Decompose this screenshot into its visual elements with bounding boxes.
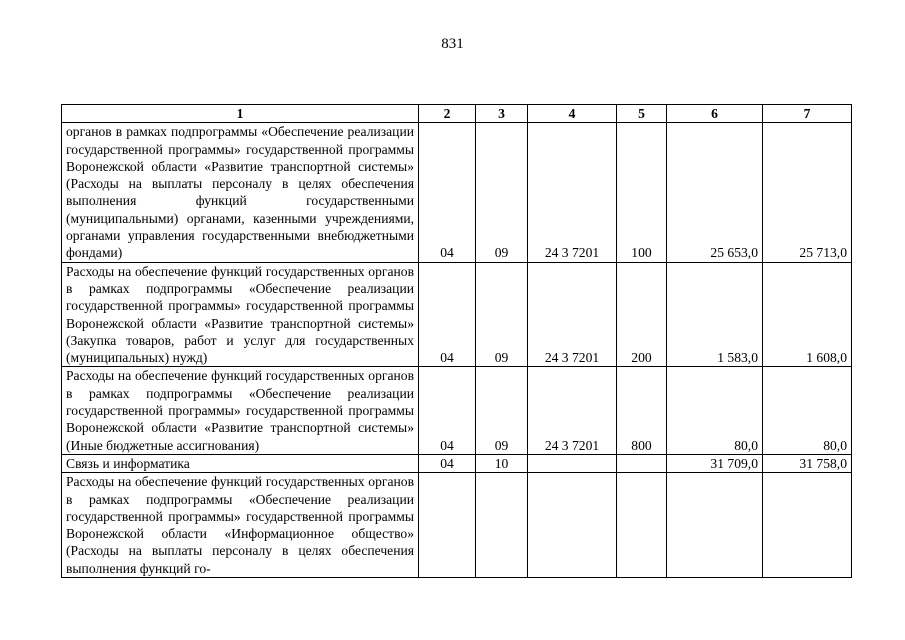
amount-year-1: 1 583,0 xyxy=(667,262,763,367)
target-article-code: 24 3 7201 xyxy=(528,123,617,262)
column-header: 6 xyxy=(667,105,763,123)
table-row xyxy=(62,367,852,454)
expense-type-code xyxy=(617,454,667,472)
amount-year-2: 31 758,0 xyxy=(763,454,852,472)
subsection-code: 09 xyxy=(476,367,528,454)
expense-type-code xyxy=(617,473,667,578)
column-header: 3 xyxy=(476,105,528,123)
table-row xyxy=(62,123,852,262)
target-article-code xyxy=(528,454,617,472)
column-header: 5 xyxy=(617,105,667,123)
table-header-row xyxy=(62,105,852,123)
table-row xyxy=(62,454,852,472)
target-article-code: 24 3 7201 xyxy=(528,367,617,454)
expense-type-code: 200 xyxy=(617,262,667,367)
amount-year-1 xyxy=(667,473,763,578)
row-description: Расходы на обеспечение функций государственных органов в рамках подпрограммы «Обеспечение реализации государственной программы» государственной программы Воронежской области «Развитие транспортной системы» (Иные бюджетные ассигнования) xyxy=(62,367,419,454)
amount-year-2 xyxy=(763,473,852,578)
amount-year-2: 25 713,0 xyxy=(763,123,852,262)
amount-year-2: 1 608,0 xyxy=(763,262,852,367)
amount-year-1: 25 653,0 xyxy=(667,123,763,262)
subsection-code: 09 xyxy=(476,123,528,262)
expense-type-code: 100 xyxy=(617,123,667,262)
budget-table xyxy=(61,104,852,578)
subsection-code: 10 xyxy=(476,454,528,472)
section-code: 04 xyxy=(419,367,476,454)
section-code: 04 xyxy=(419,454,476,472)
row-description: Связь и информатика xyxy=(62,454,419,472)
row-description: органов в рамках подпрограммы «Обеспечение реализации государственной программы» государственной программы Воронежской области «Развитие транспортной системы» (Расходы на выплаты персоналу в целях обеспечения выполнения функций государственными (муниципальными) органами, казенными учреждениями, органами управления государственными внебюджетными фондами) xyxy=(62,123,419,262)
subsection-code xyxy=(476,473,528,578)
column-header: 4 xyxy=(528,105,617,123)
section-code: 04 xyxy=(419,262,476,367)
row-description: Расходы на обеспечение функций государственных органов в рамках подпрограммы «Обеспечение реализации государственной программы» государственной программы Воронежской области «Информационное общество» (Расходы на выплаты персоналу в целях обеспечения выполнения функций го- xyxy=(62,473,419,578)
column-header: 1 xyxy=(62,105,419,123)
page-number: 831 xyxy=(441,36,464,52)
expense-type-code: 800 xyxy=(617,367,667,454)
target-article-code xyxy=(528,473,617,578)
target-article-code: 24 3 7201 xyxy=(528,262,617,367)
amount-year-2: 80,0 xyxy=(763,367,852,454)
row-description: Расходы на обеспечение функций государственных органов в рамках подпрограммы «Обеспечение реализации государственной программы» государственной программы Воронежской области «Развитие транспортной системы» (Закупка товаров, работ и услуг для государственных (муниципальных) нужд) xyxy=(62,262,419,367)
table-row xyxy=(62,473,852,578)
column-header: 2 xyxy=(419,105,476,123)
amount-year-1: 80,0 xyxy=(667,367,763,454)
amount-year-1: 31 709,0 xyxy=(667,454,763,472)
section-code: 04 xyxy=(419,123,476,262)
column-header: 7 xyxy=(763,105,852,123)
table-row xyxy=(62,262,852,367)
subsection-code: 09 xyxy=(476,262,528,367)
section-code xyxy=(419,473,476,578)
